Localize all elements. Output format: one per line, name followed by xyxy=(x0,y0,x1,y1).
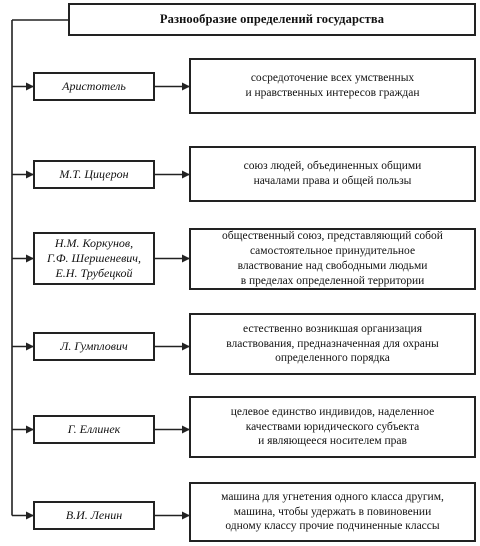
definition-line: и являющееся носителем прав xyxy=(258,435,407,448)
author-name-line: Аристотель xyxy=(62,79,126,93)
definition-line: определенного порядка xyxy=(275,352,390,365)
author-box xyxy=(33,332,155,361)
definition-line: властвование над свободными людьми xyxy=(237,260,428,272)
definition-box xyxy=(189,146,476,202)
author-box xyxy=(33,160,155,189)
author-name-line: М.Т. Цицерон xyxy=(59,167,129,181)
definition-line: и нравственных интересов граждан xyxy=(245,87,420,99)
definition-line: сосредоточение всех умственных xyxy=(250,72,415,85)
definition-line: машина, чтобы удержать в повиновении xyxy=(233,505,432,518)
definition-line: одному классу прочие подчиненные классы xyxy=(225,520,440,533)
definition-box xyxy=(189,396,476,458)
definition-line: естественно возникшая организация xyxy=(243,322,422,335)
author-box xyxy=(33,232,155,285)
definition-line: началами права и общей пользы xyxy=(253,175,412,187)
definition-box xyxy=(189,313,476,375)
diagram-title: Разнообразие определений государства xyxy=(68,3,476,36)
definition-line: общественный союз, представляющий собой xyxy=(222,230,443,243)
author-name-line: Е.Н. Трубецкой xyxy=(55,266,133,280)
definition-line: союз людей, объединенных общими xyxy=(243,160,422,173)
author-name-line: В.И. Ленин xyxy=(65,508,123,522)
definition-box xyxy=(189,58,476,114)
definition-line: машина для угнетения одного класса другим, xyxy=(221,490,444,503)
definition-line: властвования, предназначенная для охраны xyxy=(226,337,439,350)
definition-box xyxy=(189,228,476,290)
author-name-line: Н.М. Коркунов, xyxy=(54,236,134,250)
author-box xyxy=(33,501,155,530)
author-box xyxy=(33,72,155,101)
definition-line: самостоятельное принудительное xyxy=(249,245,416,258)
author-name-line: Г.Ф. Шершеневич, xyxy=(46,251,141,265)
definition-line: целевое единство индивидов, наделенное xyxy=(230,405,435,418)
author-name-line: Г. Еллинек xyxy=(67,422,121,436)
author-name-line: Л. Гумплович xyxy=(60,339,128,353)
author-box xyxy=(33,415,155,444)
definition-box xyxy=(189,482,476,542)
definition-line: в пределах определенной территории xyxy=(240,274,425,287)
definition-line: качествами юридического субъекта xyxy=(245,420,420,433)
